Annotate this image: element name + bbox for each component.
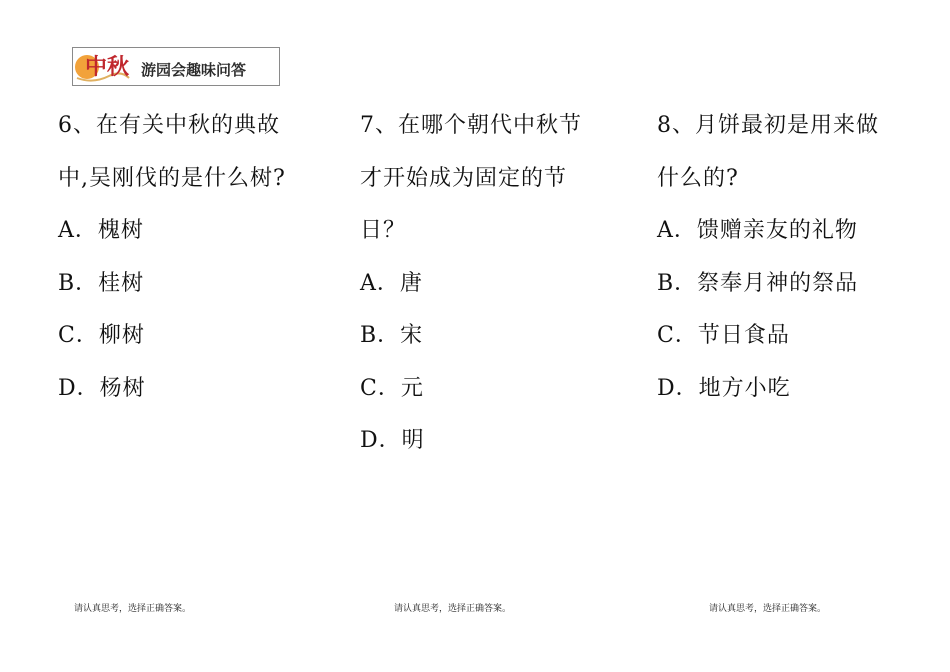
option-text: 祭奉月神的祭品 [697, 270, 859, 296]
logo-small-text: 游园会趣味问答 [141, 61, 247, 79]
question-8 [657, 100, 917, 415]
option-letter: C． [360, 375, 401, 401]
question-line: 什么的? [657, 165, 739, 191]
question-line: 6、在有关中秋的典故 [58, 113, 280, 138]
logo-graphic [73, 48, 280, 86]
question-line: 日？ [360, 218, 407, 243]
option-text: 节日食品 [697, 323, 790, 348]
question-7 [360, 100, 620, 468]
option-d[interactable] [657, 363, 917, 416]
option-text: 明 [401, 428, 425, 453]
option-d[interactable] [360, 415, 620, 468]
question-text [657, 100, 917, 205]
option-a[interactable] [657, 205, 917, 258]
option-letter: B． [58, 270, 99, 296]
question-text [360, 100, 620, 258]
option-text: 杨树 [99, 375, 146, 401]
question-line: 8、月饼最初是用来做 [657, 113, 879, 138]
question-line: 中,吴刚伐的是什么树? [58, 165, 286, 191]
option-text: 宋 [400, 323, 424, 348]
option-c[interactable] [360, 363, 620, 416]
option-b[interactable] [360, 310, 620, 363]
question-line: 才开始成为固定的节 [360, 165, 568, 191]
option-text: 桂树 [98, 270, 145, 296]
question-line: 7、在哪个朝代中秋节 [360, 113, 582, 138]
footer-note: 请认真思考，选择正确答案。 [74, 604, 192, 614]
option-letter: D． [657, 375, 699, 401]
option-letter: C． [657, 323, 698, 348]
option-letter: D． [360, 428, 402, 453]
footer-note: 请认真思考，选择正确答案。 [394, 604, 512, 614]
option-letter: C． [58, 323, 99, 348]
option-text: 唐 [399, 270, 423, 296]
option-letter: A． [58, 218, 98, 243]
option-d[interactable] [58, 363, 318, 416]
logo-big-text: 中秋 [85, 55, 130, 80]
option-c[interactable] [58, 310, 318, 363]
option-b[interactable] [58, 258, 318, 311]
option-letter: D． [58, 375, 100, 401]
question-text [58, 100, 318, 205]
option-c[interactable] [657, 310, 917, 363]
option-text: 地方小吃 [698, 375, 791, 401]
option-b[interactable] [657, 258, 917, 311]
option-text: 槐树 [97, 218, 144, 243]
footer-note: 请认真思考，选择正确答案。 [709, 604, 827, 614]
mid-autumn-logo [72, 47, 280, 86]
option-letter: A． [657, 218, 697, 243]
option-letter: B． [657, 270, 698, 296]
option-text: 馈赠亲友的礼物 [696, 218, 858, 243]
option-text: 元 [400, 375, 424, 401]
option-letter: A． [360, 270, 400, 296]
question-6 [58, 100, 318, 415]
option-a[interactable] [360, 258, 620, 311]
option-letter: B． [360, 323, 401, 348]
option-a[interactable] [58, 205, 318, 258]
option-text: 柳树 [98, 323, 145, 348]
